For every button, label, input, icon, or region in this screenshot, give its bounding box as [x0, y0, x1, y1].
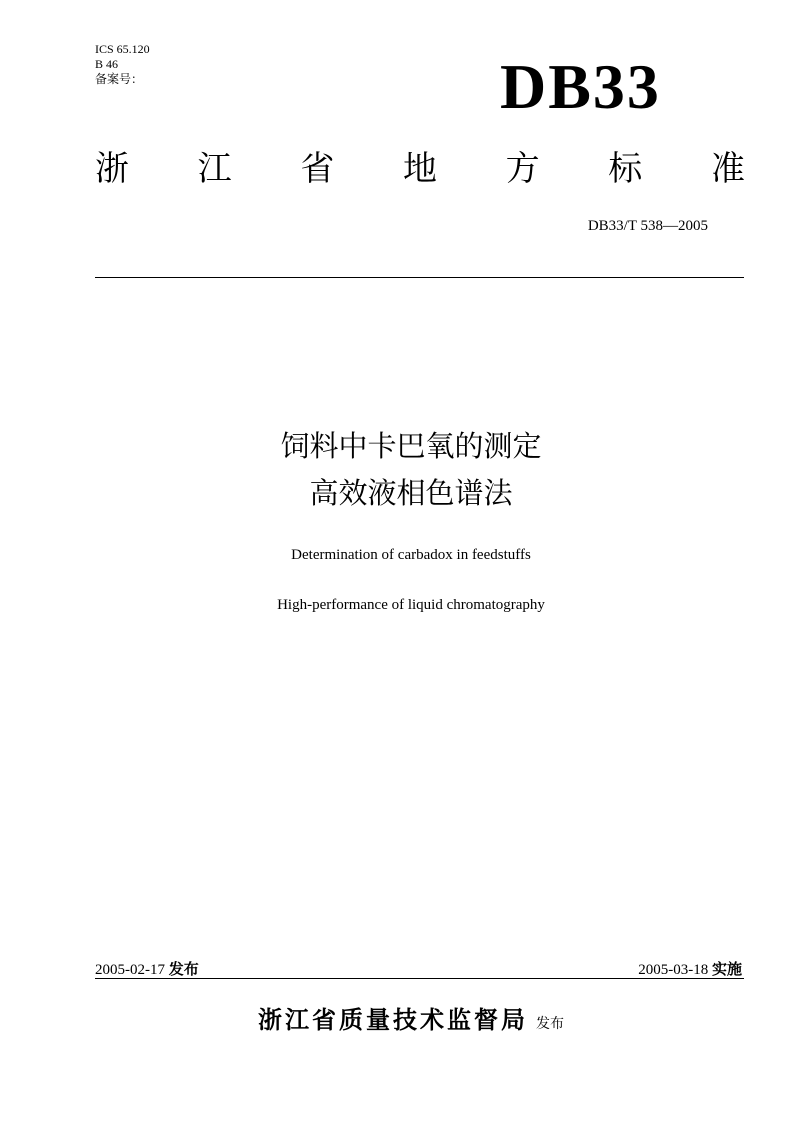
chinese-title-line-2: 高效液相色谱法 — [309, 476, 513, 510]
standard-number: DB33/T 538—2005 — [587, 218, 708, 234]
issue-date — [95, 958, 199, 979]
publisher-label: 发布 — [536, 1016, 564, 1032]
standard-type-char: 省 — [300, 149, 335, 189]
english-title-line-2: High-performance of liquid chromatography — [277, 597, 545, 613]
publisher-org: 浙江省质量技术监督局 — [258, 1006, 528, 1034]
category-code: B 46 — [95, 57, 119, 71]
issue-date-label: 发布 — [168, 960, 199, 978]
issue-date-value: 2005-02-17 — [95, 962, 165, 978]
standard-type-char: 浙 — [95, 149, 129, 189]
effective-date-label: 实施 — [711, 960, 742, 978]
standard-type-char: 方 — [505, 149, 540, 189]
standard-type-char: 标 — [608, 149, 643, 189]
header-divider — [95, 277, 744, 278]
standard-type-char: 准 — [710, 149, 745, 189]
chinese-title-line-1: 饲料中卡巴氧的测定 — [280, 429, 542, 463]
standard-type-char: 江 — [197, 149, 232, 189]
filing-number-label: 备案号： — [95, 72, 144, 86]
ics-code: ICS 65.120 — [95, 42, 150, 56]
effective-date — [638, 958, 742, 979]
footer-divider — [95, 978, 744, 979]
english-title-line-1: Determination of carbadox in feedstuffs — [291, 547, 531, 563]
classification-block — [95, 42, 150, 87]
db-code: DB33 — [500, 51, 661, 122]
standard-type-title — [95, 146, 745, 192]
standard-type-char: 地 — [402, 149, 437, 189]
publisher — [0, 1000, 800, 1035]
effective-date-value: 2005-03-18 — [638, 962, 709, 978]
